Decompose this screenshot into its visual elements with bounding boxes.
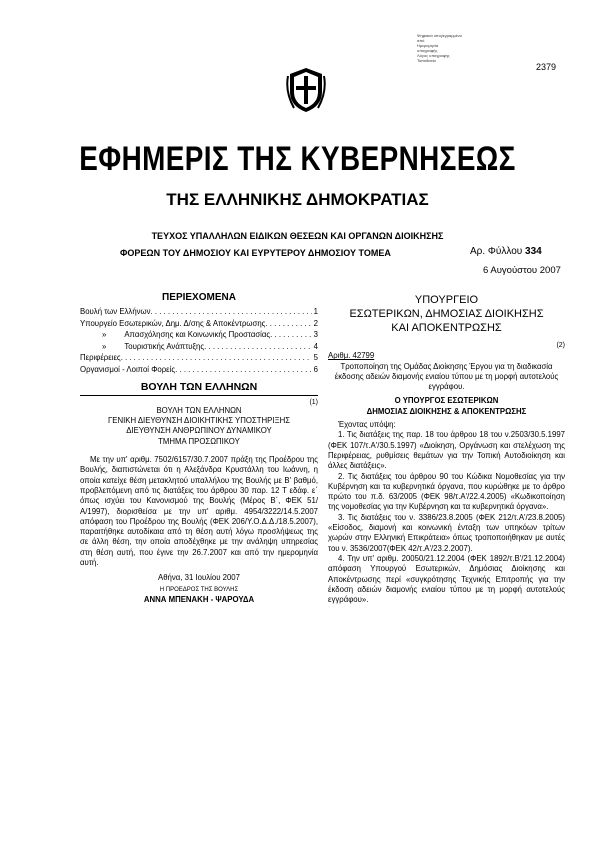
toc-label: Υπουργείο Εσωτερικών, Δημ. Δ/σης & Αποκέντρωσης <box>80 318 266 328</box>
header-line: ΤΜΗΜΑ ΠΡΟΣΩΠΙΚΟΥ <box>158 436 240 446</box>
decision-title: Τροποποίηση της Ομάδας Διοίκησης Έργου για τη διαδικασία έκδοσης αδειών διαμονής ενιαίου τύπου με τη μορφή αυτοτελούς εγγράφου. <box>334 361 559 392</box>
toc-label: Βουλή των Ελλήνων <box>80 307 151 317</box>
body-paragraph: 1. Τις διατάξεις της παρ. 18 του άρθρου 18 του ν.2503/30.5.1997 (ΦΕΚ 107/τ.Α'/30.5.1997) «Διοίκηση, Οργάνωση και στελέχωση της Περιφέρειας, ρυθμίσεις θεμάτων για την Τοπική Αυτοδιοίκηση και άλλες διατάξεις». <box>328 430 565 471</box>
body-paragraph: 2. Τις διατάξεις του άρθρου 90 του Κώδικα Νομοθεσίας για την Κυβέρνηση και τα κυβερνητικά όργανα, που κυρώθηκε με το άρθρο πρώτο του π.δ. 63/2005 (ΦΕΚ 98/τ.Α'/22.4.2005) «Κωδικοποίηση της νομοθεσίας για την Κυβέρνηση και τα κυβερνητικά όργανα». <box>328 471 565 512</box>
decision-number: Αριθμ. 42799 <box>328 351 375 361</box>
signature-line: υπογραφής <box>417 48 438 53</box>
issue-line-1: ΤΕΥΧΟΣ ΥΠΑΛΛΗΛΩΝ ΕΙΔΙΚΩΝ ΘΕΣΕΩΝ ΚΑΙ ΟΡΓΑΝΩΝ ΔΙΟΙΚΗΣΗΣ <box>151 231 444 241</box>
body-paragraph: 3. Τις διατάξεις του ν. 3386/23.8.2005 (ΦΕΚ 212/τ.Α'/23.8.2005) «Είσοδος, διαμονή και κοινωνική ένταξη των υπηκόων τρίτων χωρών στην Ελληνική Επικράτεια» όπως τροποποιήθηκαν με αυτές του ν. 3536/2007(ΦΕΚ 42/τ.Α'/23.2.2007). <box>328 512 565 553</box>
page-number: 2379 <box>536 62 557 72</box>
toc-row[interactable]: » Απασχόλησης και Κοινωνικής Προστασίας . . . 3 <box>80 330 318 342</box>
issue-line-2: ΦΟΡΕΩΝ ΤΟΥ ΔΗΜΟΣΙΟΥ ΚΑΙ ΕΥΡΥΤΕΡΟΥ ΔΗΜΟΣΙΟΥ ΤΟΜΕΑ <box>120 248 391 258</box>
toc-label: Οργανισμοί - Λοιποί Φορείς <box>80 364 176 374</box>
minister-line: Ο ΥΠΟΥΡΓΟΣ ΕΣΩΤΕΡΙΚΩΝ <box>394 396 499 406</box>
toc-page: 5 <box>313 353 318 363</box>
left-column <box>80 293 318 605</box>
toc-page: 1 <box>313 307 318 317</box>
item-number: (1) <box>309 398 318 406</box>
digital-signature-block <box>417 33 497 63</box>
signature-line: Τοποθεσία <box>417 58 436 63</box>
toc-label: Απασχόλησης και Κοινωνικής Προστασίας <box>124 330 271 340</box>
signature-line: από <box>417 38 425 43</box>
header-line: ΓΕΝΙΚΗ ΔΙΕΥΘΥΝΣΗ ΔΙΟΙΚΗΤΙΚΗΣ ΥΠΟΣΤΗΡΙΞΗΣ <box>107 416 291 426</box>
toc-title: ΠΕΡΙΕΧΟΜΕΝΑ <box>162 292 236 303</box>
gazette-title: ΕΦΗΜΕΡΙΣ ΤΗΣ ΚΥΒΕΡΝΗΣΕΩΣ <box>79 140 516 178</box>
toc-row[interactable] <box>80 353 318 365</box>
ministry-line: ΕΣΩΤΕΡΙΚΩΝ, ΔΗΜΟΣΙΑΣ ΔΙΟΙΚΗΣΗΣ <box>349 308 544 320</box>
having-regard: Έχοντας υπόψη: <box>338 420 396 430</box>
header-line: ΒΟΥΛΗ ΤΩΝ ΕΛΛΗΝΩΝ <box>156 405 242 415</box>
toc-page: 3 <box>313 330 318 340</box>
item-number: (2) <box>556 342 565 349</box>
toc-row[interactable] <box>80 319 318 331</box>
signer-role: Η ΠΡΟΕΔΡΟΣ ΤΗΣ ΒΟΥΛΗΣ <box>159 586 239 593</box>
sheet-label: Αρ. Φύλλου <box>470 246 523 257</box>
toc-row[interactable] <box>80 307 318 319</box>
body-paragraph: Με την υπ' αριθμ. 7502/6157/30.7.2007 πράξη της Προέδρου της Βουλής, διαπιστώνεται ότι η Αλεξάνδρα Κρυστάλλη του Ιωάννη, η οποία κατείχε θέση μετακλητού υπαλλήλου της Βουλής με Β' βαθμό, προβλεπόμενη από τις διατάξεις του άρθρου 30 παρ. 12 Τ εδάφ. ε΄ όπως ισχύει του Κανονισμού της Βουλής (Μέρος Β΄, ΦΕΚ 51/Α/1997), διορισθείσα με την υπ' αριθμ. 4954/3222/14.5.2007 απόφαση του Προέδρου της Βουλής (ΦΕΚ 206/Υ.Ο.Δ.Δ./18.5.2007), παραιτήθηκε αυτοδίκαια από τη θέση αυτή λόγω προσλήψεως της σε άλλη θέση, την οποία αποδέχθηκε με την ανάληψη υπηρεσίας στη θέση αυτή, που έγινε την 26.7.2007 και από την ημερομηνία αυτή. <box>80 455 318 568</box>
section-divider <box>80 395 318 396</box>
toc-row[interactable]: » Τουριστικής Ανάπτυξης . . . 4 <box>80 342 318 354</box>
ministry-line: ΚΑΙ ΑΠΟΚΕΝΤΡΩΣΗΣ <box>391 322 502 334</box>
greek-coat-of-arms-icon <box>286 64 326 114</box>
header-line: ΔΙΕΥΘΥΝΣΗ ΑΝΘΡΩΠΙΝΟΥ ΔΥΝΑΜΙΚΟΥ <box>126 426 272 436</box>
toc-page: 4 <box>313 341 318 351</box>
signature-line: Λόγος υπογραφής <box>417 53 450 58</box>
toc-page: 6 <box>313 364 318 374</box>
toc-label: Περιφέρειες <box>80 353 121 363</box>
toc-page: 2 <box>313 318 318 328</box>
ministry-line: ΥΠΟΥΡΓΕΙΟ <box>414 294 479 306</box>
toc-label: Τουριστικής Ανάπτυξης <box>124 341 205 351</box>
section-title: ΒΟΥΛΗ ΤΩΝ ΕΛΛΗΝΩΝ <box>140 381 258 394</box>
minister-line: ΔΗΜΟΣΙΑΣ ΔΙΟΙΚΗΣΗΣ & ΑΠΟΚΕΝΤΡΩΣΗΣ <box>366 406 527 416</box>
issue-date: 6 Αυγούστου 2007 <box>483 265 561 276</box>
body-paragraph: 4. Την υπ' αριθμ. 20050/21.12.2004 (ΦΕΚ 1892/τ.Β'/21.12.2004) απόφαση Υπουργού Εσωτερικών, Δημόσιας Διοίκησης και Αποκέντρωσης περί «συγκρότησης Τεχνικής Επιτροπής για την έκδοση αδειών διαμονής ενιαίου τύπου με τη μορφή αυτοτελούς εγγράφου». <box>328 553 565 605</box>
toc-row[interactable] <box>80 365 318 377</box>
sheet-number-value: 334 <box>525 246 542 257</box>
gazette-subtitle: ΤΗΣ ΕΛΛΗΝΙΚΗΣ ΔΗΜΟΚΡΑΤΙΑΣ <box>166 190 429 209</box>
signer-name: ΑΝΝΑ ΜΠΕΝΑΚΗ - ΨΑΡΟΥΔΑ <box>143 594 255 604</box>
place-date: Αθήνα, 31 Ιουλίου 2007 <box>158 573 240 583</box>
right-column <box>328 293 565 605</box>
signature-line: Ψηφιακά υπογεγραμμένο <box>417 33 462 38</box>
sheet-number <box>470 246 542 257</box>
signature-line: Ημερομηνία <box>417 43 439 48</box>
